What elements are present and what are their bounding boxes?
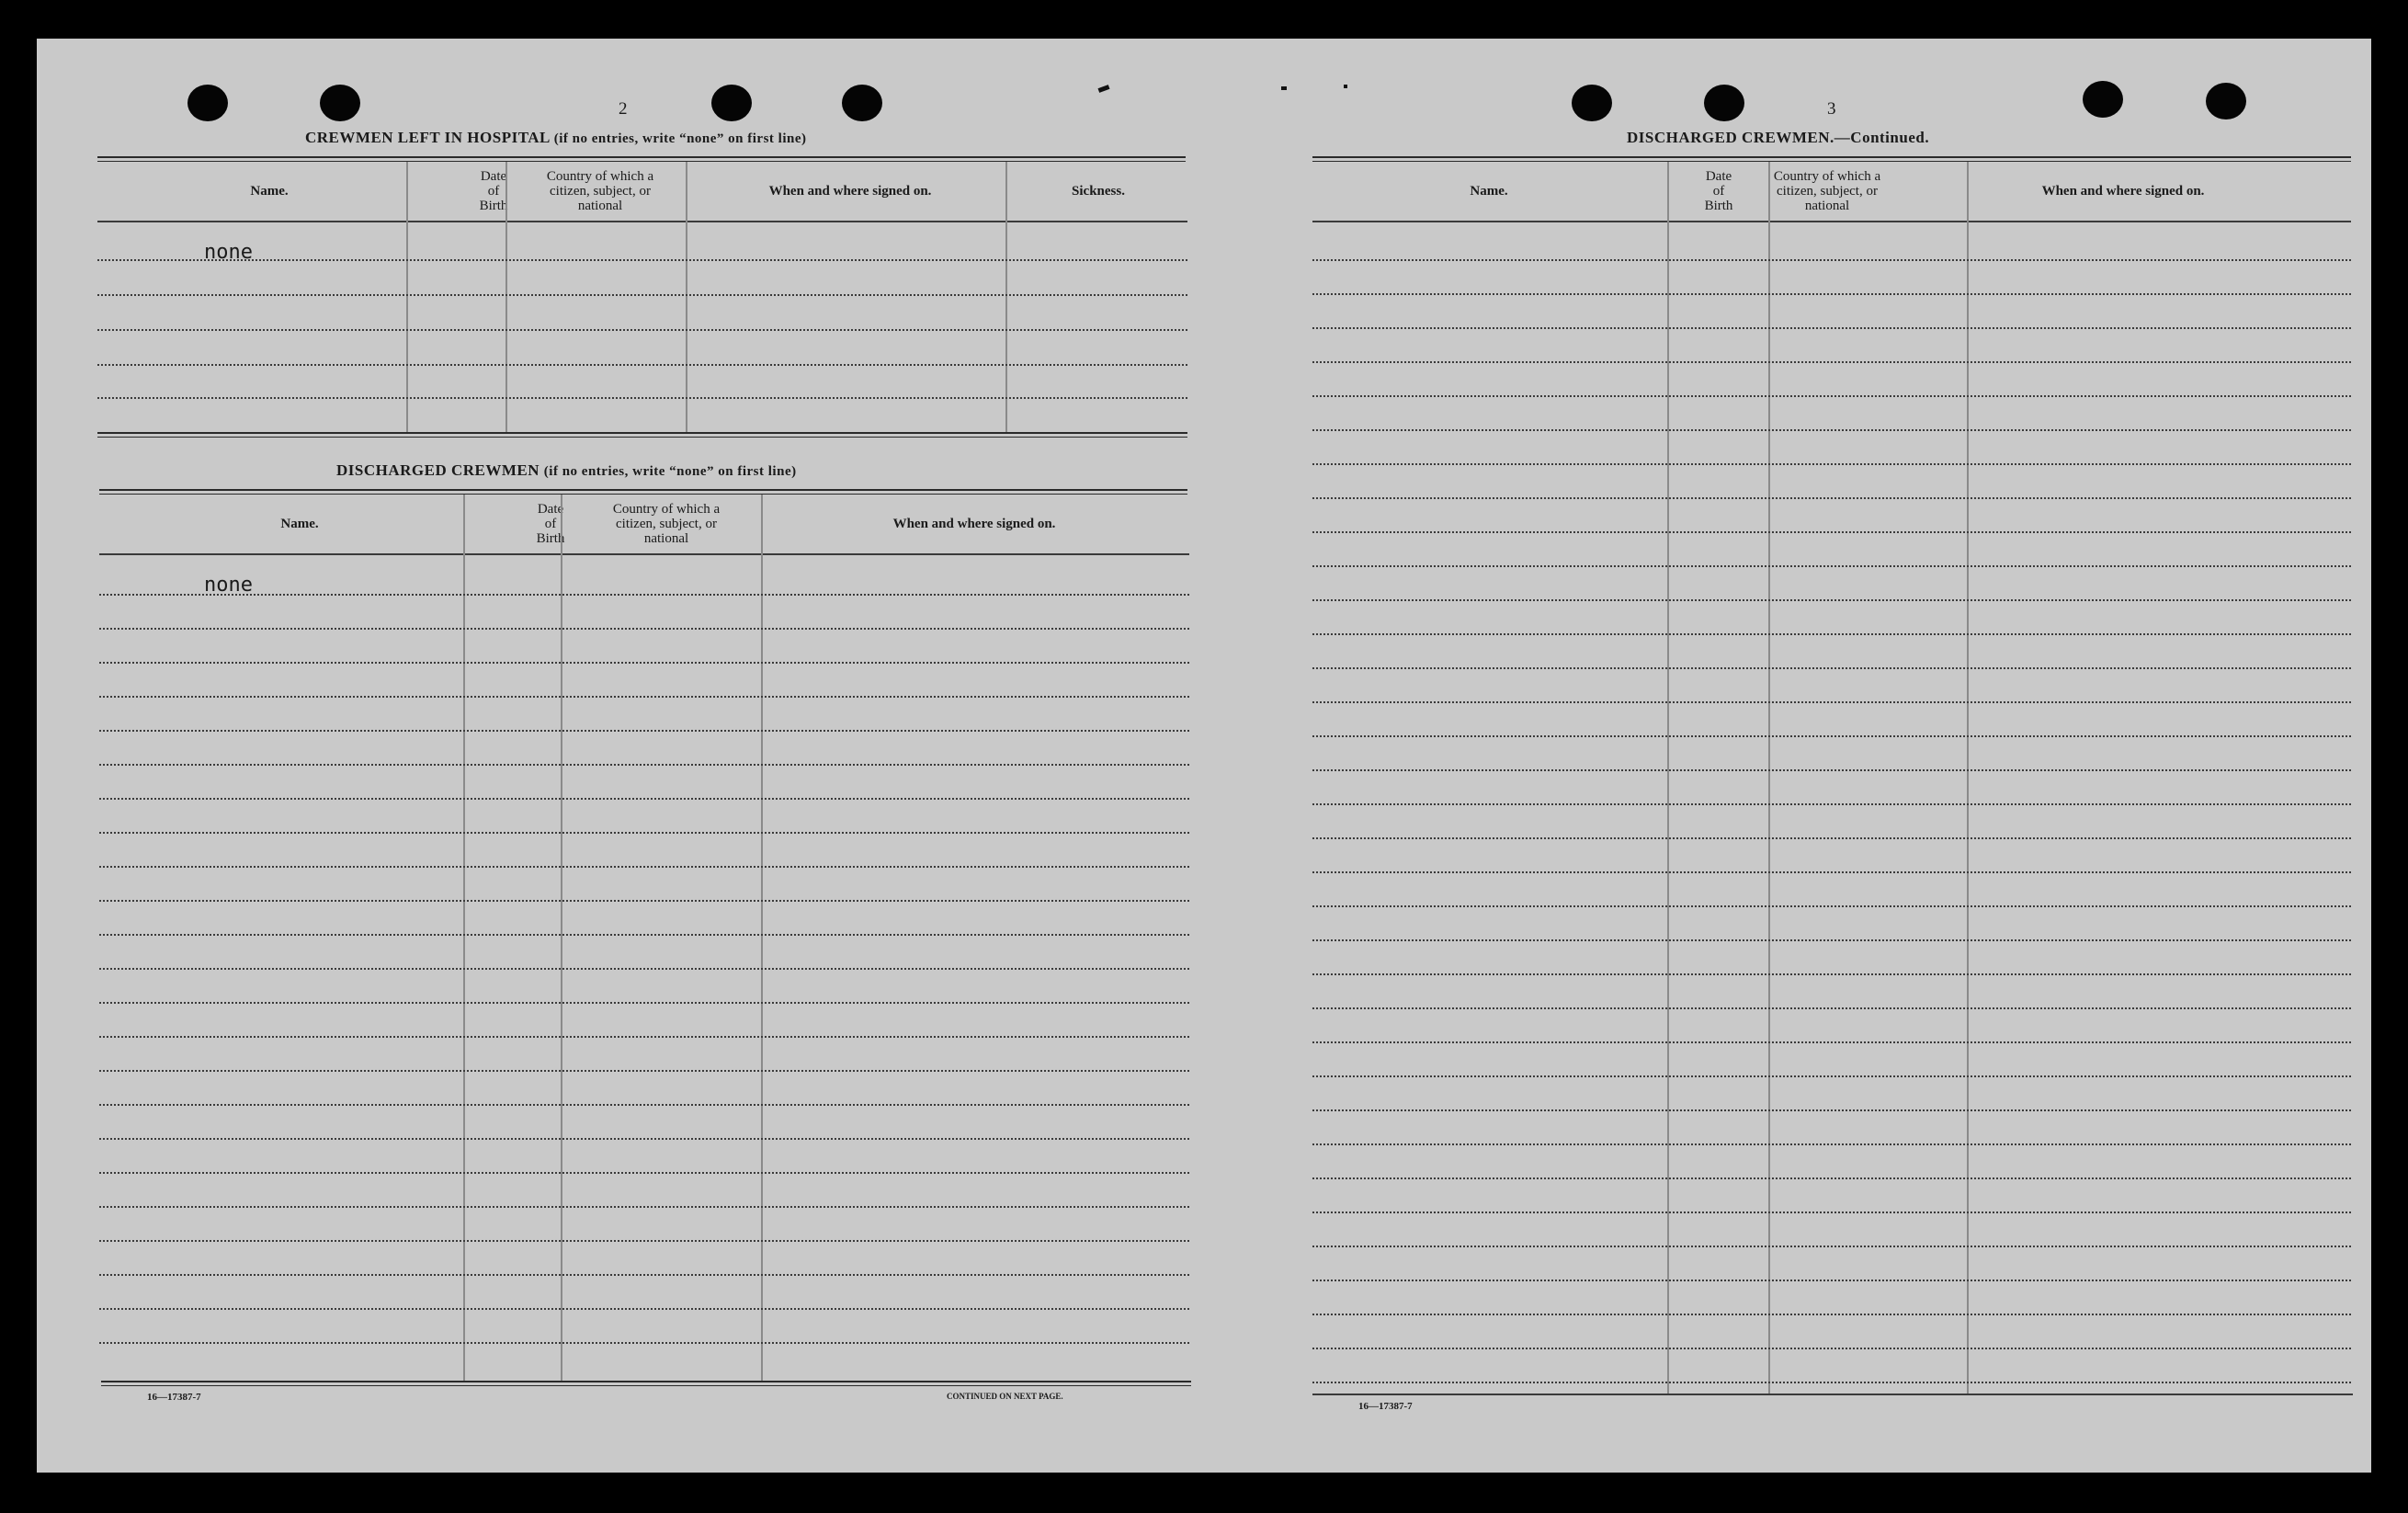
table-row <box>1312 1280 2351 1281</box>
binder-hole <box>1704 85 1744 121</box>
table-row <box>1312 327 2351 329</box>
discharged-first-entry: none <box>204 574 253 597</box>
table-row <box>99 662 1189 664</box>
ink-mark <box>1281 86 1287 90</box>
col-header-dob: Date of Birth <box>536 502 565 546</box>
table-row <box>1312 1007 2351 1009</box>
binder-hole <box>711 85 752 121</box>
table-row <box>99 1138 1189 1140</box>
table-row <box>1312 1177 2351 1179</box>
table-row <box>99 968 1189 970</box>
discharged-title-note: (if no entries, write “none” on first line) <box>543 464 797 479</box>
table-row <box>99 900 1189 902</box>
right-header-rule <box>1312 221 2351 222</box>
table-row <box>1312 599 2351 601</box>
table-row <box>99 1274 1189 1276</box>
table-row <box>1312 1109 2351 1111</box>
table-row <box>1312 1075 2351 1077</box>
form-code: 16—17387-7 <box>147 1392 201 1403</box>
col-header-country: Country of which a citizen, subject, or national <box>546 169 654 213</box>
discharged-continued-title: DISCHARGED CREWMEN.—Continued. <box>1627 129 1930 146</box>
right-top-rule <box>1312 156 2351 158</box>
hospital-header-rule <box>97 221 1187 222</box>
table-row <box>99 798 1189 800</box>
table-row <box>99 1070 1189 1072</box>
table-row <box>99 832 1189 834</box>
col-header-name: Name. <box>1470 184 1508 199</box>
table-row <box>1312 973 2351 975</box>
table-row <box>99 1206 1189 1208</box>
hospital-title-text: CREWMEN LEFT IN HOSPITAL <box>305 129 550 146</box>
table-row <box>99 1104 1189 1106</box>
col-divider <box>1768 162 1770 1394</box>
table-row <box>1312 1348 2351 1349</box>
table-row <box>99 1036 1189 1038</box>
col-divider <box>505 162 507 434</box>
table-row <box>99 1240 1189 1242</box>
binder-hole <box>2206 83 2246 119</box>
table-row <box>97 397 1187 399</box>
discharged-top-rule <box>99 489 1187 491</box>
table-row <box>1312 769 2351 771</box>
hospital-section-title <box>305 129 807 147</box>
hospital-top-rule <box>97 156 1186 158</box>
table-row <box>1312 531 2351 533</box>
col-header-dob: Date of Birth <box>1704 169 1733 213</box>
col-header-signed: When and where signed on. <box>2041 184 2205 199</box>
col-header-sickness: Sickness. <box>1072 184 1125 199</box>
table-row <box>99 1308 1189 1310</box>
table-row <box>1312 565 2351 567</box>
col-divider <box>686 162 687 434</box>
table-row <box>97 294 1187 296</box>
table-row <box>1312 1143 2351 1145</box>
form-code: 16—17387-7 <box>1358 1401 1413 1412</box>
hospital-bottom-rule <box>97 432 1187 434</box>
col-header-signed: When and where signed on. <box>892 517 1056 531</box>
table-row <box>1312 905 2351 907</box>
right-page <box>1222 39 2371 1473</box>
table-row <box>1312 259 2351 261</box>
table-row <box>1312 667 2351 669</box>
table-row <box>99 628 1189 630</box>
table-row <box>1312 871 2351 873</box>
table-row <box>97 329 1187 331</box>
table-row <box>1312 1212 2351 1213</box>
col-header-dob: Date of Birth <box>479 169 508 213</box>
table-row <box>97 259 1187 261</box>
table-row <box>99 1172 1189 1174</box>
discharged-header-rule <box>99 553 1189 555</box>
hospital-first-entry: none <box>204 241 253 264</box>
col-divider <box>1667 162 1669 1394</box>
table-row <box>1312 293 2351 295</box>
col-header-country: Country of which a citizen, subject, or national <box>612 502 721 546</box>
table-row <box>99 1002 1189 1004</box>
table-row <box>1312 633 2351 635</box>
table-row <box>1312 1041 2351 1043</box>
table-row <box>99 866 1189 868</box>
binder-hole <box>1572 85 1612 121</box>
col-divider <box>1967 162 1969 1394</box>
binder-hole <box>187 85 228 121</box>
table-row <box>1312 497 2351 499</box>
table-row <box>99 1342 1189 1344</box>
table-row <box>1312 735 2351 737</box>
table-row <box>1312 803 2351 805</box>
col-header-country: Country of which a citizen, subject, or national <box>1773 169 1881 213</box>
col-divider <box>1005 162 1007 434</box>
table-row <box>99 934 1189 936</box>
discharged-section-title <box>336 461 797 480</box>
table-row <box>1312 1314 2351 1315</box>
page-number: 2 <box>619 99 628 119</box>
col-divider <box>406 162 408 434</box>
discharged-bottom-rule <box>101 1381 1191 1382</box>
col-header-signed: When and where signed on. <box>768 184 932 199</box>
table-row <box>99 696 1189 698</box>
table-row <box>1312 395 2351 397</box>
right-bottom-rule <box>1312 1394 2353 1395</box>
hospital-title-note: (if no entries, write “none” on first line) <box>553 131 807 146</box>
table-row <box>97 364 1187 366</box>
table-row <box>1312 1382 2351 1383</box>
table-row <box>99 594 1189 596</box>
table-row <box>1312 361 2351 363</box>
table-row <box>1312 1246 2351 1247</box>
binder-hole <box>842 85 882 121</box>
left-page <box>37 39 1222 1473</box>
continued-note: CONTINUED ON NEXT PAGE. <box>947 1392 1063 1401</box>
ink-mark <box>1344 85 1347 88</box>
page-number: 3 <box>1827 99 1836 119</box>
col-header-name: Name. <box>250 184 289 199</box>
col-header-name: Name. <box>280 517 319 531</box>
binder-hole <box>2083 81 2123 118</box>
table-row <box>1312 463 2351 465</box>
form-sheet <box>37 39 2371 1473</box>
table-row <box>1312 701 2351 703</box>
table-row <box>1312 837 2351 839</box>
table-row <box>99 764 1189 766</box>
discharged-title-text: DISCHARGED CREWMEN <box>336 461 540 479</box>
table-row <box>99 730 1189 732</box>
table-row <box>1312 939 2351 941</box>
ink-mark <box>1098 85 1110 93</box>
binder-hole <box>320 85 360 121</box>
table-row <box>1312 429 2351 431</box>
